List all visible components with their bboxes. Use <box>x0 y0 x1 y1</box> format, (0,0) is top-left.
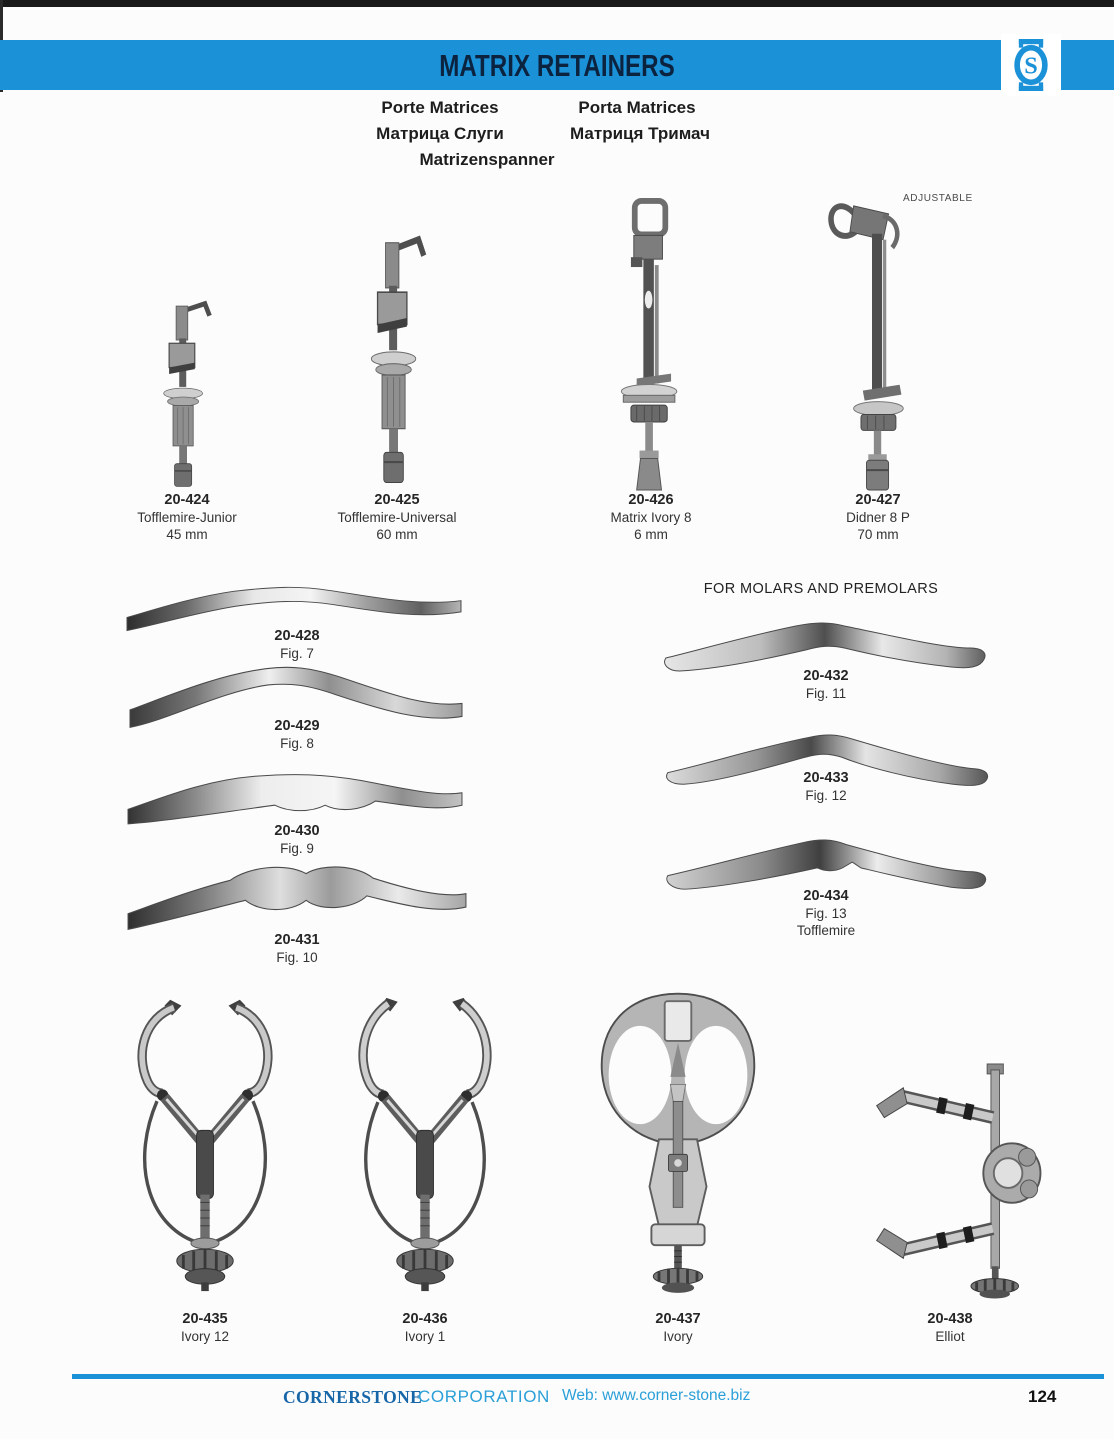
footer-brand-primary: CORNERSTONE <box>283 1387 423 1407</box>
footer-web-address: Web: www.corner-stone.biz <box>562 1387 751 1404</box>
product-code: 20-435 <box>182 1311 228 1327</box>
product-name: Ivory 12 <box>180 1329 230 1344</box>
subtitle-matricya-trimach: Матриця Тримач <box>570 124 710 143</box>
caption-20-429 <box>274 718 319 752</box>
caption-20-430 <box>274 823 319 857</box>
product-code: 20-427 <box>855 492 901 508</box>
product-fig: Fig. 13 <box>805 906 847 921</box>
caption-20-428 <box>274 628 319 662</box>
caption-20-435 <box>181 1311 229 1345</box>
band-fig9-photo <box>124 768 466 830</box>
subtitle-porte-matrices: Porte Matrices <box>381 98 499 117</box>
product-code: 20-429 <box>274 718 320 734</box>
product-fig: Fig. 7 <box>280 646 314 661</box>
subtitle-matrica-slugi: Матрица Слуги <box>376 124 504 143</box>
caption-20-433 <box>803 770 848 804</box>
product-name: Tofflemire-Universal <box>337 510 457 525</box>
product-name: Ivory <box>663 1329 693 1344</box>
product-code: 20-438 <box>927 1311 973 1327</box>
caption-20-434 <box>797 888 855 939</box>
product-code: 20-432 <box>803 668 849 684</box>
footer-brand-secondary: CORPORATION <box>418 1387 550 1406</box>
product-fig: Fig. 11 <box>805 686 847 701</box>
subtitle-porta-matrices: Porta Matrices <box>578 98 696 117</box>
band-fig13-photo <box>662 833 992 895</box>
product-size: 60 mm <box>376 527 418 542</box>
footer-rule <box>72 1374 1104 1379</box>
product-code: 20-430 <box>274 823 320 839</box>
tofflemire-universal-photo <box>358 232 438 490</box>
page-title: MATRIX RETAINERS <box>439 48 675 83</box>
cornerstone-logo-icon <box>1005 37 1057 93</box>
matrix-ivory-8-photo <box>608 196 694 492</box>
product-name: Matrix Ivory 8 <box>610 510 692 525</box>
product-code: 20-426 <box>628 492 674 508</box>
product-code: 20-434 <box>803 888 849 904</box>
caption-20-432 <box>803 668 848 702</box>
product-name: Tofflemire-Junior <box>137 510 237 525</box>
product-code: 20-428 <box>274 628 320 644</box>
caption-20-438 <box>927 1311 972 1345</box>
product-name: Didner 8 P <box>846 510 910 525</box>
tofflemire-junior-photo <box>152 298 222 492</box>
caption-20-424 <box>137 492 237 543</box>
footer-page-number: 124 <box>1028 1387 1057 1406</box>
subtitle-matrizenspanner: Matrizenspanner <box>419 150 555 169</box>
product-fig: Fig. 10 <box>276 950 318 965</box>
product-fig: Fig. 12 <box>805 788 847 803</box>
product-code: 20-433 <box>803 770 849 786</box>
product-code: 20-425 <box>374 492 420 508</box>
product-name: Ivory 1 <box>404 1329 446 1344</box>
ivory-photo <box>583 988 773 1300</box>
didner-8p-photo <box>826 194 918 492</box>
product-code: 20-437 <box>655 1311 701 1327</box>
caption-20-431 <box>274 932 319 966</box>
product-code: 20-431 <box>274 932 320 948</box>
product-fig: Fig. 9 <box>280 841 314 856</box>
product-fig: Fig. 8 <box>280 736 314 751</box>
product-name: Tofflemire <box>796 923 856 938</box>
product-size: 70 mm <box>857 527 899 542</box>
ivory-12-photo <box>125 992 285 1294</box>
section-heading-molars: FOR MOLARS AND PREMOLARS <box>703 581 939 597</box>
product-size: 45 mm <box>166 527 208 542</box>
caption-20-427 <box>846 492 910 543</box>
svg-text:S: S <box>1024 52 1038 80</box>
elliot-photo <box>850 1062 1050 1300</box>
caption-20-436 <box>402 1311 447 1345</box>
product-code: 20-436 <box>402 1311 448 1327</box>
ivory-1-photo <box>345 992 505 1294</box>
caption-20-426 <box>610 492 691 543</box>
caption-20-425 <box>337 492 456 543</box>
product-size: 6 mm <box>634 527 668 542</box>
band-fig10-photo <box>124 858 470 936</box>
brand-logo <box>1001 34 1061 96</box>
scan-top-edge <box>0 0 1114 7</box>
caption-20-437 <box>655 1311 700 1345</box>
product-name: Elliot <box>935 1329 965 1344</box>
product-code: 20-424 <box>164 492 210 508</box>
adjustable-label: ADJUSTABLE <box>903 193 973 204</box>
